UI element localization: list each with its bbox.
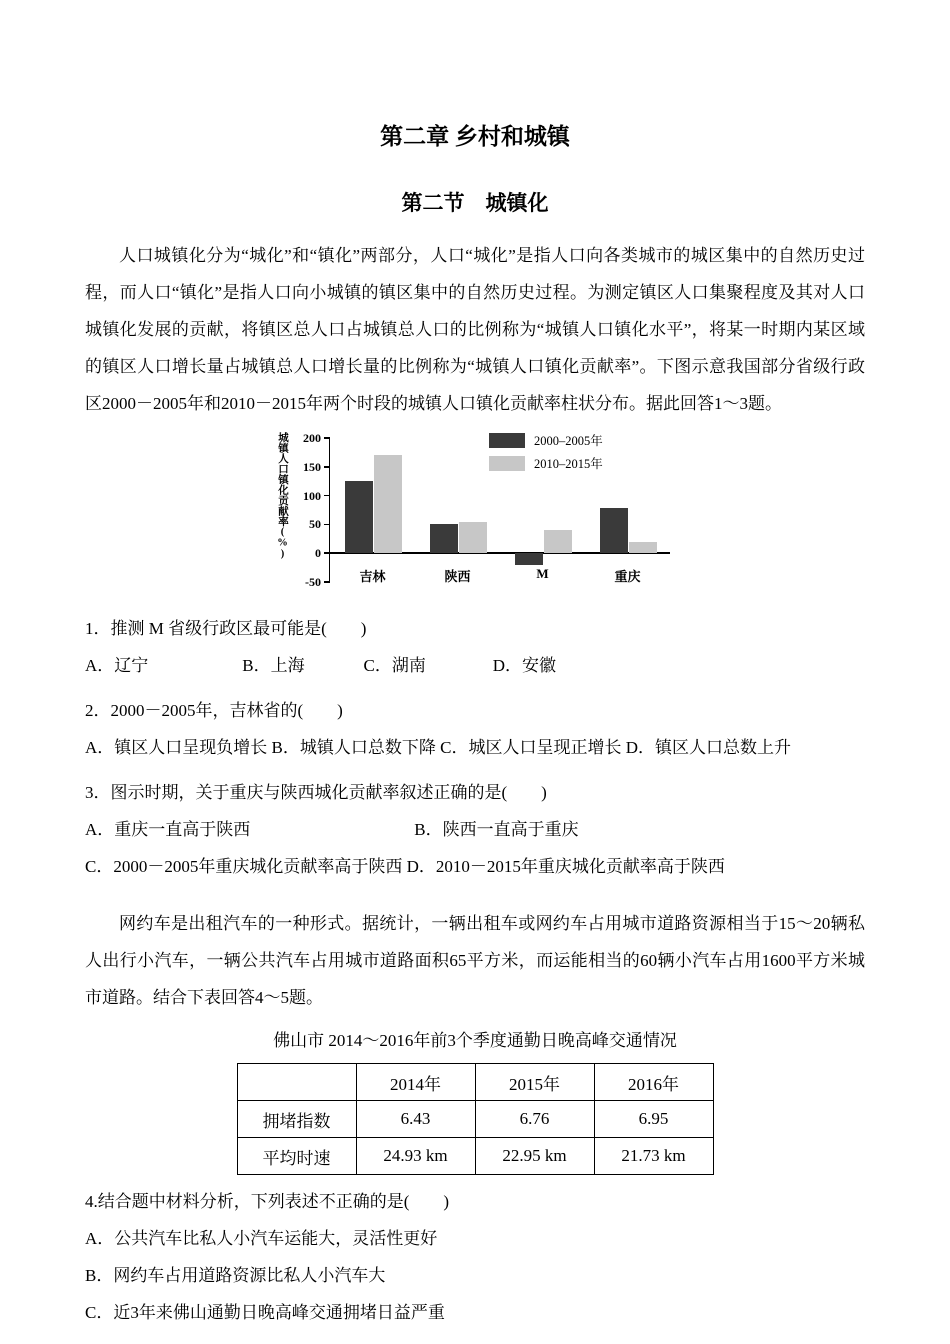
question-3	[85, 774, 865, 885]
question-3-stem: 3．图示时期，关于重庆与陕西城化贡献率叙述正确的是( )	[85, 783, 547, 802]
table-header-2016: 2016年	[594, 1064, 713, 1101]
q1-option-b: B．上海	[242, 656, 305, 675]
q1-option-a: A．辽宁	[85, 656, 149, 675]
q4-option-a: A．公共汽车比私人小汽车运能大，灵活性更好	[85, 1229, 438, 1248]
x-category-label: 重庆	[614, 569, 641, 584]
question-2	[85, 692, 865, 766]
q3-option-b: B．陕西一直高于重庆	[414, 820, 579, 839]
y-axis-label: 城镇人口镇化贡献率(%)	[277, 432, 288, 560]
question-4-stem: 4.结合题中材料分析，下列表述不正确的是( )	[85, 1192, 450, 1211]
legend-item	[489, 430, 603, 450]
bar-chart	[275, 430, 695, 602]
question-3-options-cd: C．2000－2005年重庆城化贡献率高于陕西 D．2010－2015年重庆城化贡献率高于陕西	[85, 857, 725, 876]
legend-label: 2010–2015年	[534, 457, 603, 471]
bar-吉林-series-0	[345, 481, 373, 553]
legend-label: 2000–2005年	[534, 434, 603, 448]
y-tick-label: 50	[309, 517, 321, 532]
table-cell: 6.95	[594, 1101, 713, 1138]
bar-M-series-0	[515, 553, 543, 565]
y-tick-labels	[293, 431, 323, 589]
bar-重庆-series-1	[629, 542, 657, 554]
y-tick-label: 200	[303, 431, 321, 445]
y-tick-mark	[324, 495, 330, 497]
table-row-congestion	[237, 1101, 713, 1138]
y-tick-mark	[324, 437, 330, 439]
question-2-stem: 2．2000－2005年，吉林省的( )	[85, 701, 343, 720]
bar-M-series-1	[544, 530, 572, 553]
legend-swatch	[489, 456, 525, 471]
q3-option-a: A．重庆一直高于陕西	[85, 820, 251, 839]
y-tick-mark	[324, 552, 330, 554]
question-3-options-ab	[85, 811, 865, 848]
bar-陕西-series-1	[459, 522, 487, 554]
intro-paragraph: 人口城镇化分为“城化”和“镇化”两部分，人口“城化”是指人口向各类城市的城区集中的自然历史过程，而人口“镇化”是指人口向小城镇的镇区集中的自然历史过程。为测定镇区人口集聚程度及其对人口城镇化发展的贡献，将镇区总人口占城镇总人口的比例称为“城镇人口镇化水平”，将某一时期内某区域的镇区人口增长量占城镇总人口增长量的比例称为“城镇人口镇化贡献率”。下图示意我国部分省级行政区2000－2005年和2010－2015年两个时段的城镇人口镇化贡献率柱状分布。据此回答1～3题。	[85, 246, 865, 413]
table-cell: 6.76	[475, 1101, 594, 1138]
q1-option-c: C．湖南	[363, 656, 426, 675]
table-cell: 22.95 km	[475, 1138, 594, 1175]
question-1-options	[85, 647, 865, 684]
chapter-title: 第二章 乡村和城镇	[380, 124, 570, 149]
q1-option-d: D．安徽	[492, 656, 557, 675]
bar-重庆-series-0	[600, 508, 628, 553]
y-tick-mark	[324, 466, 330, 468]
y-tick-label: -50	[305, 575, 321, 589]
y-tick-label: 150	[303, 459, 321, 474]
y-tick-label: 100	[303, 488, 321, 503]
question-4	[85, 1183, 865, 1331]
bar-吉林-series-1	[374, 455, 402, 553]
table-cell: 21.73 km	[594, 1138, 713, 1175]
q4-option-b: B．网约车占用道路资源比私人小汽车大	[85, 1266, 386, 1285]
table-cell: 6.43	[356, 1101, 475, 1138]
table-corner-cell	[237, 1064, 356, 1101]
x-category-label: 吉林	[359, 569, 386, 584]
table-header-2014: 2014年	[356, 1064, 475, 1101]
chart-legend	[489, 430, 603, 476]
second-paragraph: 网约车是出租汽车的一种形式。据统计，一辆出租车或网约车占用城市道路资源相当于15～20辆私人出行小汽车，一辆公共汽车占用城市道路面积65平方米，而运能相当的60辆小汽车占用1600平方米城市道路。结合下表回答4～5题。	[85, 914, 865, 1007]
x-category-label: 陕西	[444, 569, 471, 584]
bar-陕西-series-0	[430, 524, 458, 553]
question-1	[85, 610, 865, 684]
table-row-speed	[237, 1138, 713, 1175]
y-tick-label: 0	[315, 546, 321, 561]
legend-swatch	[489, 433, 525, 448]
legend-item	[489, 453, 603, 473]
y-tick-mark	[324, 524, 330, 526]
table-header-2015: 2015年	[475, 1064, 594, 1101]
q4-option-c: C．近3年来佛山通勤日晚高峰交通拥堵日益严重	[85, 1303, 445, 1322]
table-title: 佛山市 2014～2016年前3个季度通勤日晚高峰交通情况	[273, 1031, 677, 1050]
table-cell: 24.93 km	[356, 1138, 475, 1175]
table-header-row	[237, 1064, 713, 1101]
section-title: 第二节 城镇化	[401, 191, 549, 215]
traffic-table	[237, 1063, 714, 1175]
question-2-options: A．镇区人口呈现负增长 B．城镇人口总数下降 C．城区人口呈现正增长 D．镇区人口总数上升	[85, 738, 791, 757]
row-label: 平均时速	[237, 1138, 356, 1175]
row-label: 拥堵指数	[237, 1101, 356, 1138]
question-1-stem: 1．推测 M 省级行政区最可能是( )	[85, 619, 367, 638]
x-category-label: M	[536, 566, 549, 581]
